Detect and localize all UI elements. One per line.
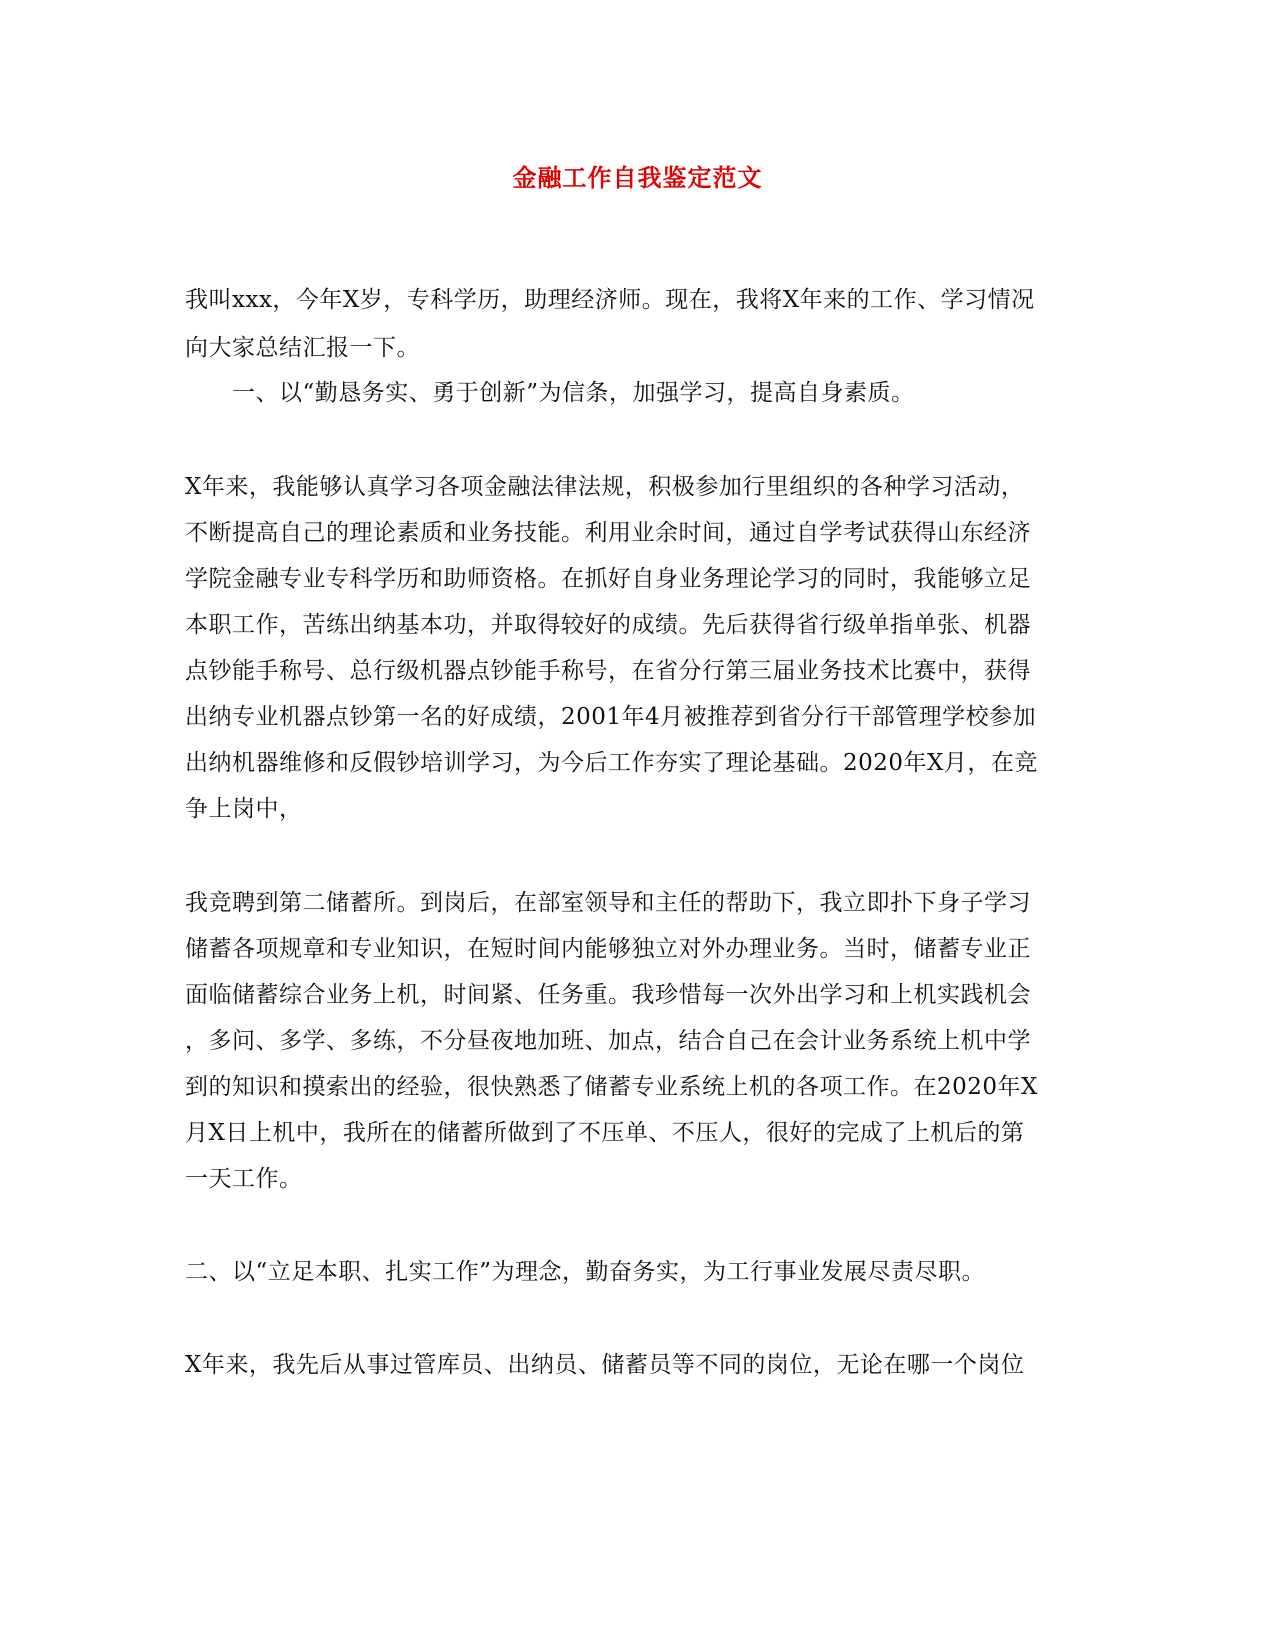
section-heading: 二、以“立足本职、扎实工作”为理念，勤奋务实，为工行事业发展尽责尽职。: [185, 1259, 986, 1285]
text-line: 到的知识和摸索出的经验，很快熟悉了储蓄专业系统上机的各项工作。在2020年X: [185, 1074, 1038, 1100]
text-line: ，多问、多学、多练，不分昼夜地加班、加点，结合自己在会计业务系统上机中学: [185, 1028, 1031, 1054]
text-line: 争上岗中，: [185, 796, 303, 822]
text-line: 我叫xxx，今年X岁，专科学历，助理经济师。现在，我将X年来的工作、学习情况: [185, 287, 1035, 313]
text-line: 本职工作，苦练出纳基本功，并取得较好的成绩。先后获得省行级单指单张、机器: [185, 612, 1031, 638]
text-line: 我竞聘到第二储蓄所。到岗后，在部室领导和主任的帮助下，我立即扑下身子学习: [185, 890, 1031, 916]
text-line: 出纳机器维修和反假钞培训学习，为今后工作夯实了理论基础。2020年X月，在竞: [185, 750, 1038, 776]
text-line: 点钞能手称号、总行级机器点钞能手称号，在省分行第三届业务技术比赛中，获得: [185, 658, 1031, 684]
text-line: 月X日上机中，我所在的储蓄所做到了不压单、不压人，很好的完成了上机后的第: [185, 1120, 1025, 1146]
section-heading: 一、以“勤恳务实、勇于创新”为信条，加强学习，提高自身素质。: [232, 380, 915, 406]
text-line: X年来，我能够认真学习各项金融法律法规，积极参加行里组织的各种学习活动，: [185, 474, 1025, 500]
text-line: 向大家总结汇报一下。: [185, 335, 420, 361]
text-line: 面临储蓄综合业务上机，时间紧、任务重。我珍惜每一次外出学习和上机实践机会: [185, 982, 1031, 1008]
text-line: 出纳专业机器点钞第一名的好成绩，2001年4月被推荐到省分行干部管理学校参加: [185, 704, 1037, 730]
text-line: 储蓄各项规章和专业知识，在短时间内能够独立对外办理业务。当时，储蓄专业正: [185, 936, 1031, 962]
text-line: 一天工作。: [185, 1166, 303, 1192]
text-line: 学院金融专业专科学历和助师资格。在抓好自身业务理论学习的同时，我能够立足: [185, 566, 1031, 592]
document-title: 金融工作自我鉴定范文: [512, 163, 763, 192]
text-line: X年来，我先后从事过管库员、出纳员、储蓄员等不同的岗位，无论在哪一个岗位: [185, 1352, 1025, 1378]
text-line: 不断提高自己的理论素质和业务技能。利用业余时间，通过自学考试获得山东经济: [185, 520, 1031, 546]
